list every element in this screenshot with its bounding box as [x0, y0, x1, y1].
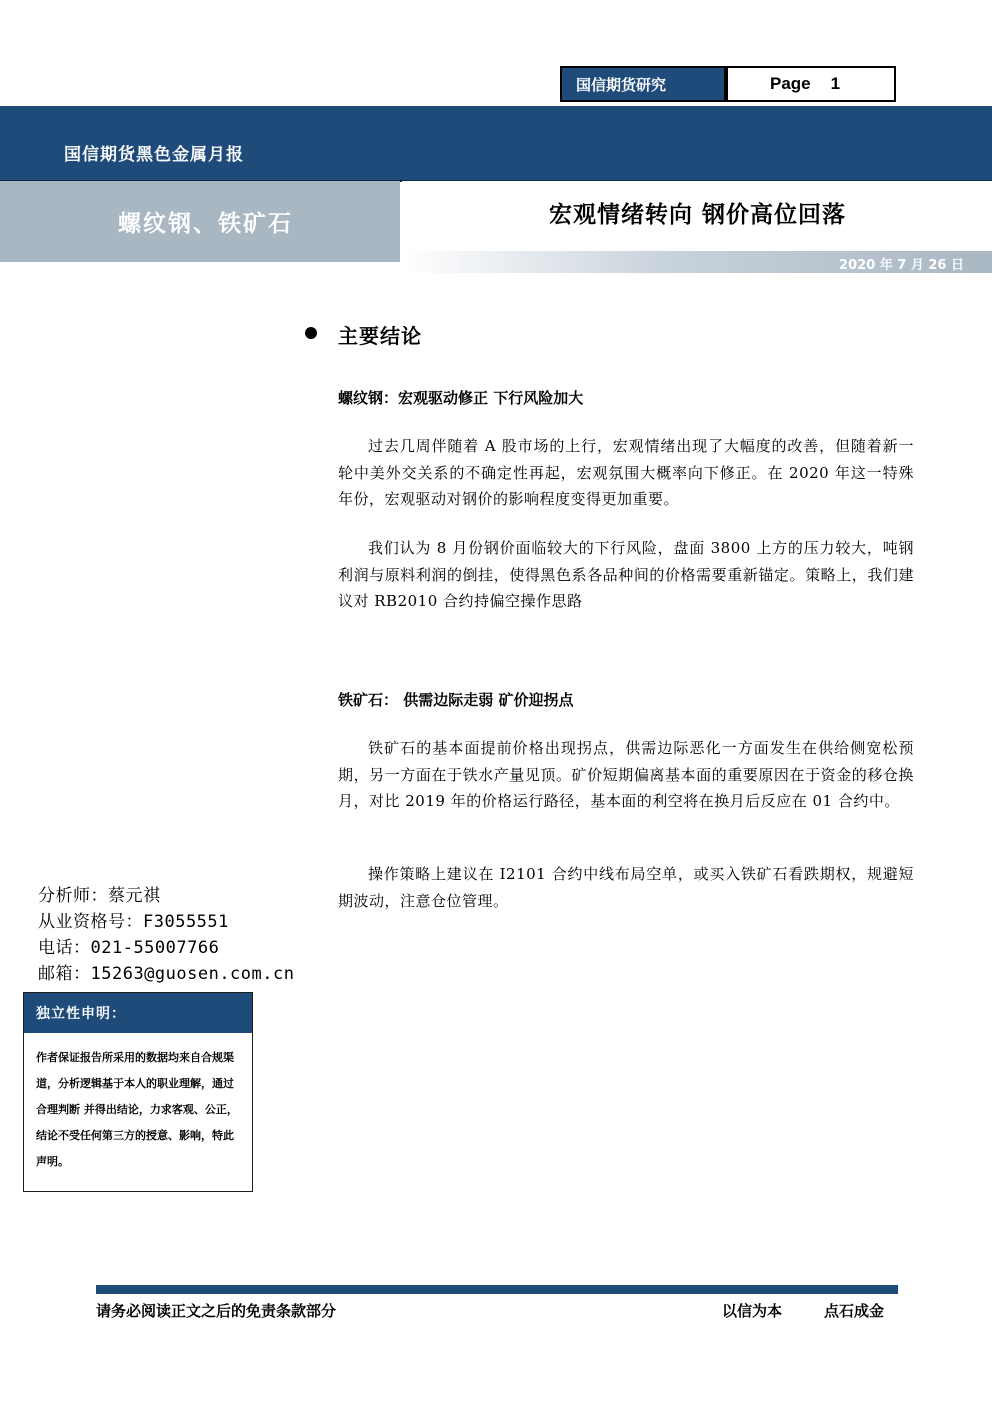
org-research-label	[560, 66, 726, 102]
page-headline: 宏观情绪转向 钢价高位回落	[549, 201, 847, 228]
analyst-phone: 电话：021-55007766	[38, 938, 220, 958]
bullet-icon	[305, 327, 317, 339]
rebar-heading: 螺纹钢：宏观驱动修正 下行风险加大	[338, 389, 584, 407]
page-label: Page	[770, 74, 811, 93]
iron-ore-heading: 铁矿石： 供需边际走弱 矿价迎拐点	[338, 691, 574, 709]
rebar-paragraph-2	[338, 535, 914, 615]
analyst-name: 分析师：蔡元祺	[38, 886, 161, 906]
footer-motto-2: 点石成金	[824, 1302, 885, 1320]
rebar-paragraph-1	[338, 433, 914, 513]
page-number: 1	[830, 74, 841, 93]
rebar-paragraph-1-text: 过去几周伴随着 A 股市场的上行，宏观情绪出现了大幅度的改善，但随着新一轮中美外交关系的不确定性再起，宏观氛围大概率向下修正。在 2020 年这一特殊年份，宏观驱动对钢价的影响程度变得更加重要。	[338, 437, 914, 508]
analyst-email: 邮箱：15263@guosen.com.cn	[38, 964, 295, 984]
disclaimer-text: 作者保证报告所采用的数据均来自合规渠道，分析逻辑基于本人的职业理解，通过合理判断 并得出结论，力求客观、公正，结论不受任何第三方的授意、影响，特此声明。	[36, 1051, 238, 1168]
report-date: 2020 年 7 月 26 日	[839, 258, 964, 273]
section-title: 主要结论	[338, 324, 422, 348]
iron-ore-paragraph-2	[338, 861, 914, 914]
iron-ore-paragraph-2-text: 操作策略上建议在 I2101 合约中线布局空单，或买入铁矿石看跌期权，规避短期波动，注意仓位管理。	[338, 865, 914, 910]
disclaimer-title: 独立性申明：	[36, 1006, 126, 1022]
report-name: 国信期货黑色金属月报	[64, 145, 244, 165]
iron-ore-paragraph-1	[338, 735, 914, 815]
iron-ore-paragraph-1-text: 铁矿石的基本面提前价格出现拐点，供需边际恶化一方面发生在供给侧宽松预期，另一方面在于铁水产量见顶。矿价短期偏离基本面的重要原因在于资金的移仓换月，对比 2019 年的价格运行路径，基本面的利空将在换月后反应在 01 合约中。	[338, 739, 914, 810]
footer-notice: 请务必阅读正文之后的免责条款部分	[96, 1302, 337, 1320]
products-title: 螺纹钢、铁矿石	[118, 210, 293, 237]
org-research-text: 国信期货研究	[576, 75, 667, 94]
rebar-paragraph-2-text: 我们认为 8 月份钢价面临较大的下行风险，盘面 3800 上方的压力较大，吨钢利润与原料利润的倒挂，使得黑色系各品种间的价格需要重新锚定。策略上，我们建议对 RB2010 合约持偏空操作思路	[338, 539, 914, 610]
footer-rule	[96, 1285, 898, 1294]
page-indicator	[726, 66, 896, 102]
footer-motto-1: 以信为本	[722, 1302, 783, 1320]
analyst-license: 从业资格号：F3055551	[38, 912, 229, 932]
